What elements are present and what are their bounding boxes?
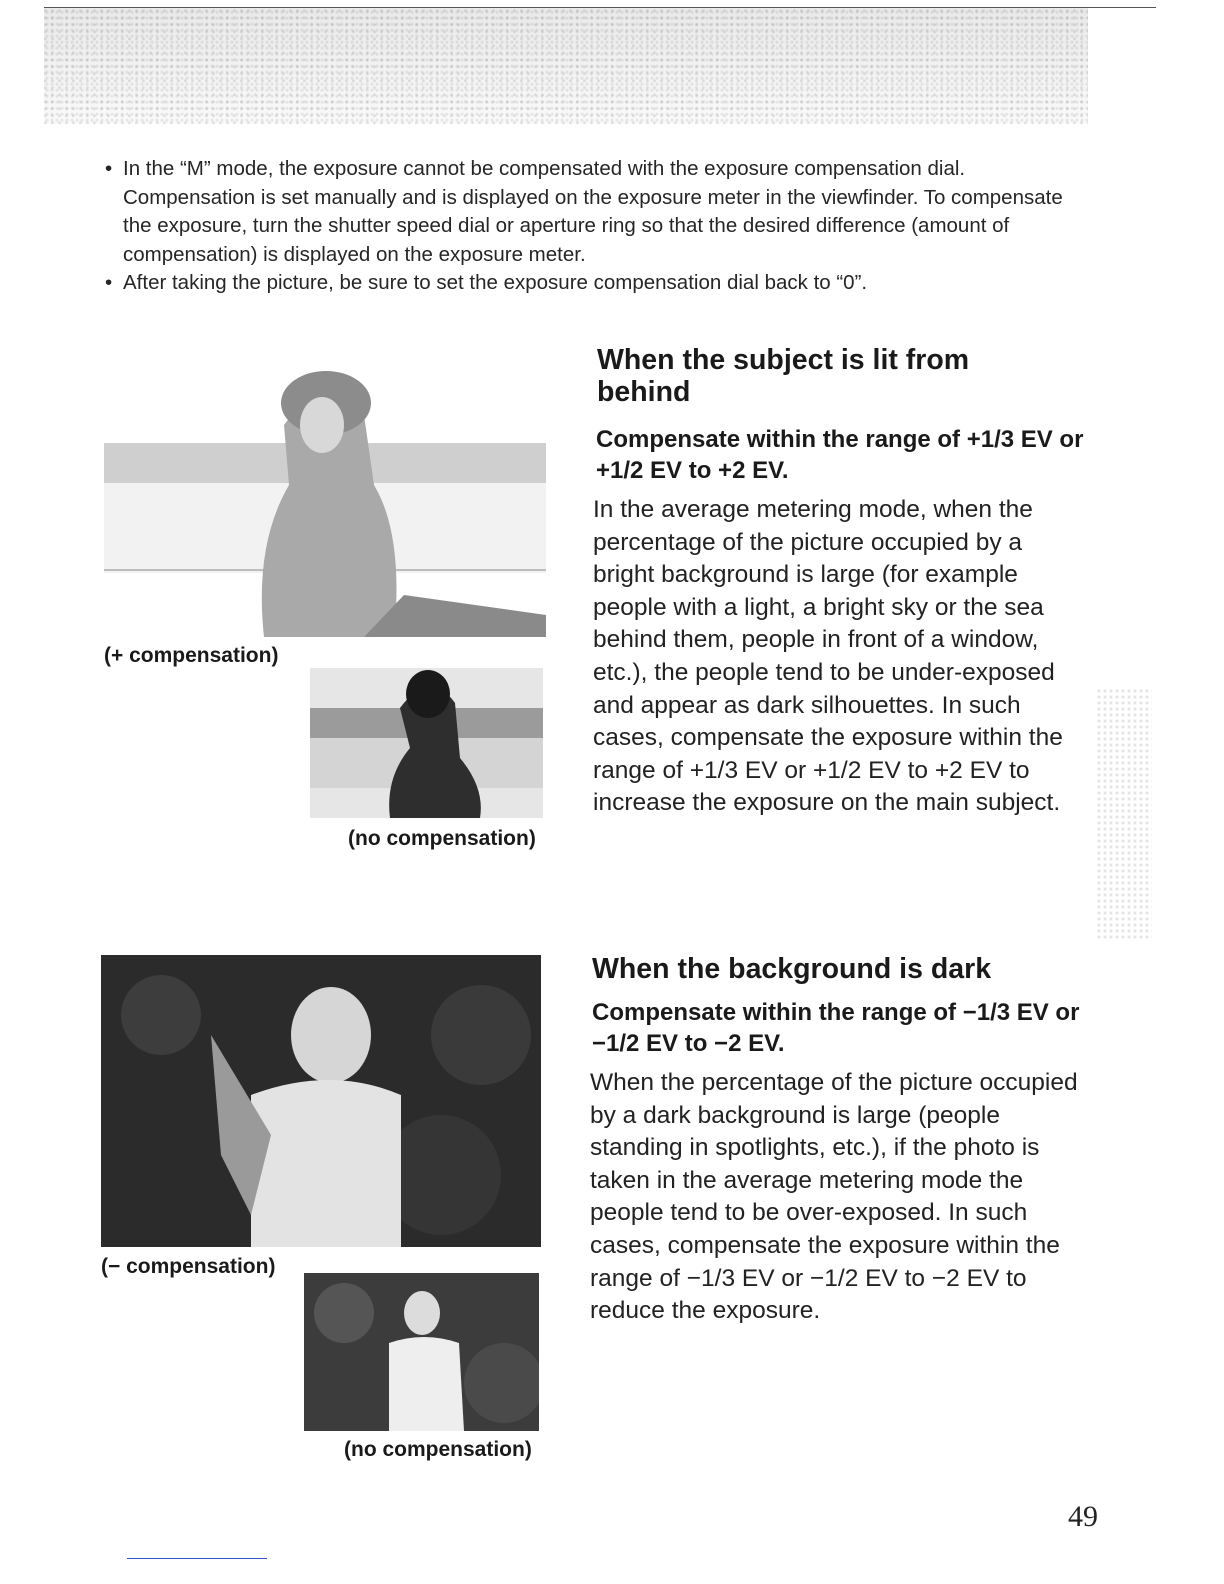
section-subtitle-dark: Compensate within the range of −1/3 EV or −1/2 EV to −2 EV. — [592, 999, 1080, 1057]
caption-dark-no-compensation: (no compensation) — [344, 1438, 532, 1461]
page-number: 49 — [1068, 1500, 1098, 1533]
side-tab — [1096, 688, 1152, 940]
bullet-item-reset-dial: • After taking the picture, be sure to set the exposure compensation dial back to “0”. — [105, 269, 1080, 298]
bullet-list — [105, 155, 1080, 298]
section-body-dark: When the percentage of the picture occupied by a dark background is large (people standing in spotlights, etc.), if the photo is taken in the average metering mode the people tend to be over-exposed. In such cases, compensate the exposure within the range of −1/3 EV or −1/2 EV to −2 EV to reduce the exposure. — [590, 1069, 1078, 1325]
section-title-dark: When the background is dark — [592, 953, 992, 985]
section-title-backlit: When the subject is lit from behind — [597, 344, 970, 408]
photo-minus-compensation — [101, 955, 541, 1247]
section-subtitle-backlit: Compensate within the range of +1/3 EV or +1/2 EV to +2 EV. — [596, 426, 1084, 484]
caption-minus-compensation: (− compensation) — [101, 1255, 276, 1278]
bottom-line — [127, 1558, 267, 1559]
photo-dark-no-compensation — [304, 1273, 539, 1431]
caption-backlit-no-compensation: (no compensation) — [348, 827, 536, 850]
section-body-backlit: In the average metering mode, when the percentage of the picture occupied by a bright background is large (for example people with a light, a bright sky or the sea behind them, people in front of a window, etc.), the people tend to be under-exposed and appear as dark silhouettes. In such cases, compensate the exposure within the range of +1/3 EV or +1/2 EV to +2 EV to increase the exposure on the main subject. — [593, 496, 1063, 817]
photo-plus-compensation — [104, 365, 546, 637]
bullet-item-m-mode: • In the “M” mode, the exposure cannot be compensated with the exposure compensation dial. Compensation is set manually and is displayed on the exposure meter in the viewfinder. To compensate the exposure, turn the shutter speed dial or aperture ring so that the desired difference (amount of compensation) is displayed on the exposure meter. — [105, 155, 1080, 269]
header-band — [44, 8, 1088, 124]
caption-plus-compensation: (+ compensation) — [104, 644, 279, 667]
photo-backlit-no-compensation — [310, 668, 543, 818]
